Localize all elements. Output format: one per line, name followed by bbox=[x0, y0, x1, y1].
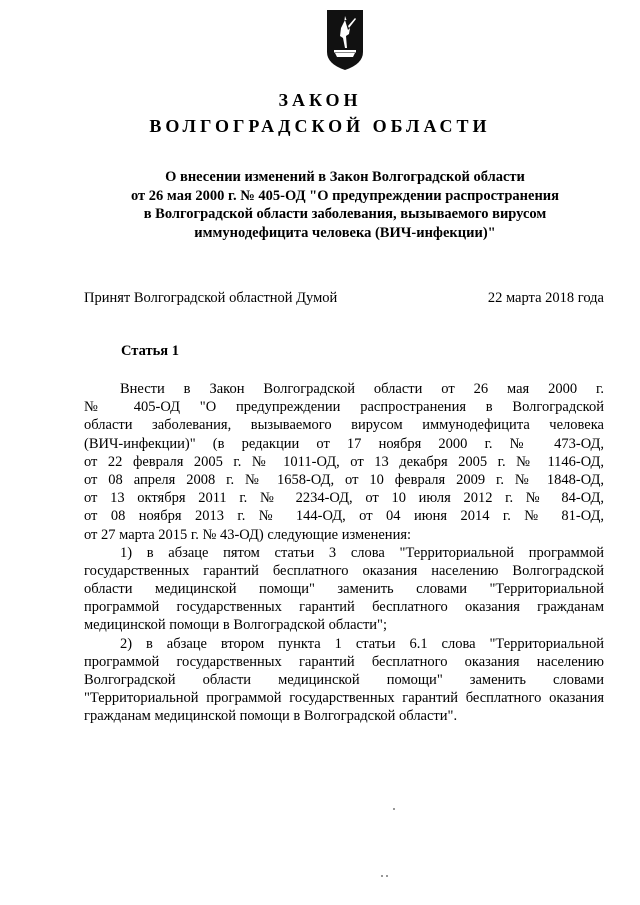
adoption-text: Принят Волгоградской областной Думой bbox=[84, 290, 338, 306]
law-subject bbox=[100, 168, 590, 242]
article-body bbox=[84, 380, 604, 726]
document-region-title: ВОЛГОГРАДСКОЙ ОБЛАСТИ bbox=[149, 116, 491, 136]
item-line: области медицинской помощи" заменить словами "Территориальной bbox=[84, 581, 604, 598]
scan-speck bbox=[393, 808, 395, 810]
item-line: Волгоградской области медицинской помощи" заменить словами bbox=[84, 672, 604, 688]
paragraph-line: от 08 апреля 2008 г. № 1658-ОД, от 10 февраля 2009 г. № 1848-ОД, bbox=[84, 471, 604, 488]
document-type-title: ЗАКОН bbox=[278, 90, 362, 110]
scan-speck bbox=[381, 875, 383, 877]
subject-line: О внесении изменений в Закон Волгоградской области bbox=[165, 169, 525, 185]
paragraph-line: (ВИЧ-инфекции)" (в редакции от 17 ноября 2000 г. № 473-ОД, bbox=[84, 435, 604, 452]
scan-speck bbox=[386, 875, 388, 877]
item-line: программой государственных гарантий бесплатного оказания гражданам bbox=[84, 599, 604, 616]
subject-line: от 26 мая 2000 г. № 405-ОД "О предупреждении распространения bbox=[130, 187, 560, 204]
item-line: 2) в абзаце втором пункта 1 статьи 6.1 слова "Территориальной bbox=[120, 635, 604, 652]
coat-of-arms-icon bbox=[325, 8, 365, 72]
item-line: медицинской помощи в Волгоградской области"; bbox=[84, 617, 388, 634]
subject-line: иммунодефицита человека (ВИЧ-инфекции)" bbox=[194, 224, 496, 241]
paragraph-line: от 08 ноября 2013 г. № 144-ОД, от 04 июня 2014 г. № 81-ОД, bbox=[84, 508, 604, 525]
item-line: 1) в абзаце пятом статьи 3 слова "Территориальной программой bbox=[120, 544, 604, 561]
item-line: программой государственных гарантий бесплатного оказания населению bbox=[84, 653, 604, 670]
subject-line: в Волгоградской области заболевания, вызываемого вирусом bbox=[143, 206, 547, 222]
adoption-date: 22 марта 2018 года bbox=[487, 290, 604, 306]
article-heading: Статья 1 bbox=[121, 343, 179, 359]
paragraph-line: от 13 октября 2011 г. № 2234-ОД, от 10 июля 2012 г. № 84-ОД, bbox=[84, 490, 604, 507]
paragraph-line: № 405-ОД "О предупреждении распространения в Волгоградской bbox=[84, 399, 604, 416]
item-line: государственных гарантий бесплатного оказания населению Волгоградской bbox=[84, 562, 604, 579]
item-line: гражданам медицинской помощи в Волгоградской области". bbox=[84, 708, 458, 725]
paragraph-line: Внести в Закон Волгоградской области от 26 мая 2000 г. bbox=[120, 381, 604, 397]
paragraph-line: от 27 марта 2015 г. № 43-ОД) следующие изменения: bbox=[84, 526, 412, 543]
paragraph-line: области заболевания, вызываемого вирусом иммунодефицита человека bbox=[84, 417, 604, 434]
item-line: "Территориальной программой государственных гарантий бесплатного оказания bbox=[84, 690, 604, 707]
paragraph-line: от 22 февраля 2005 г. № 1011-ОД, от 13 декабря 2005 г. № 1146-ОД, bbox=[84, 453, 604, 470]
